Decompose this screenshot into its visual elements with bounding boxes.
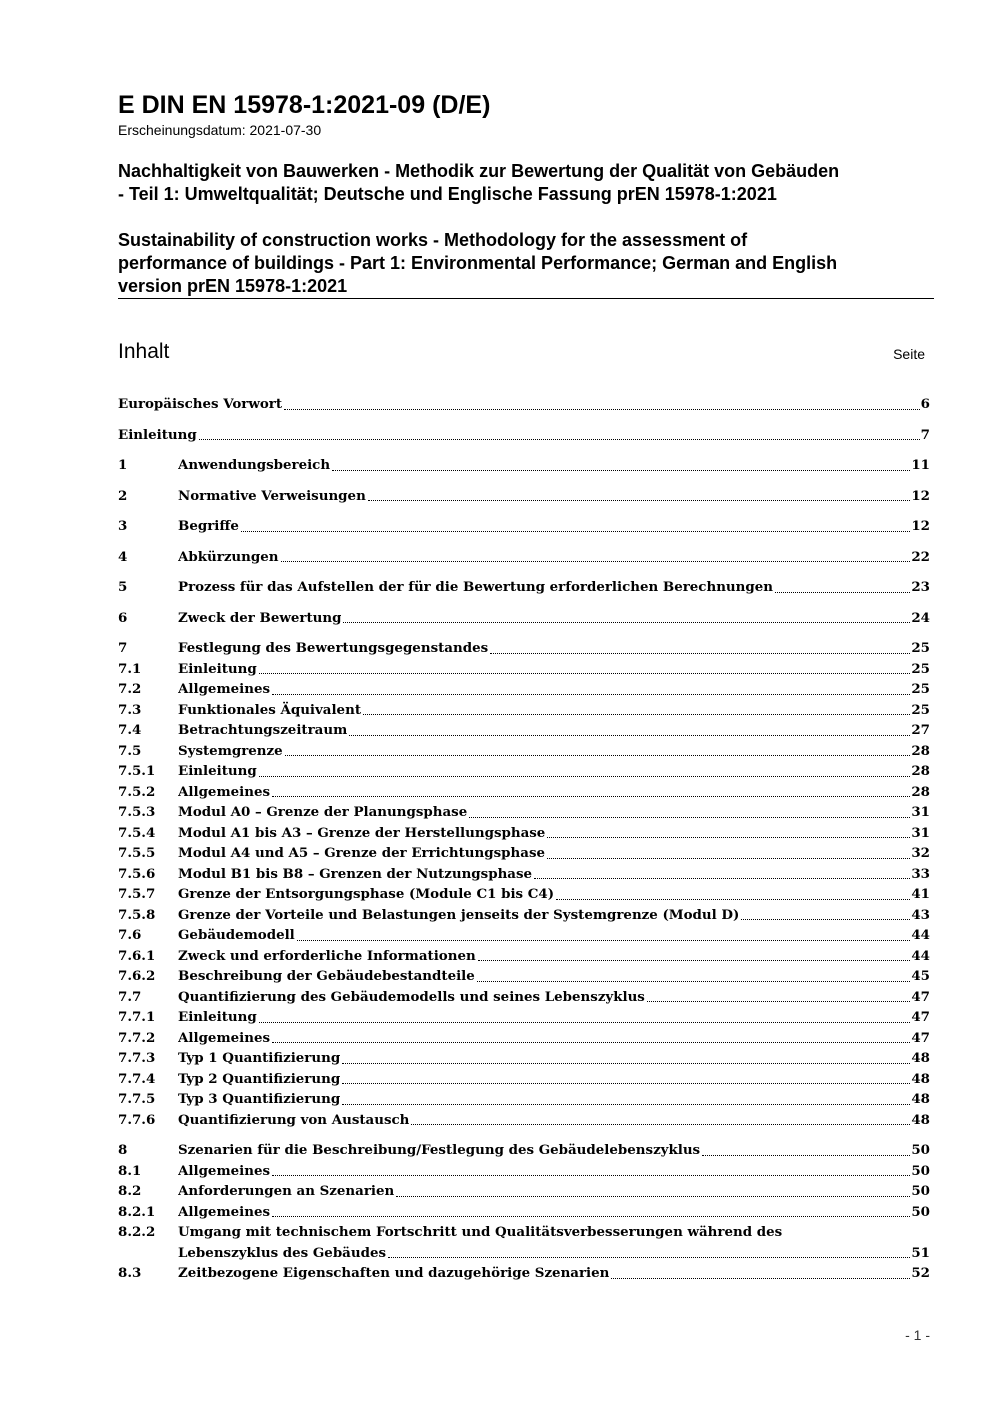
- toc-entry-title: Europäisches Vorwort: [118, 396, 283, 412]
- toc-dot-leader: [547, 858, 910, 859]
- toc-dot-leader: [342, 1104, 910, 1105]
- toc-entry[interactable]: [118, 884, 930, 905]
- toc-entry-page: 47: [911, 988, 930, 1005]
- toc-dot-leader: [411, 1124, 910, 1125]
- toc-entry[interactable]: [118, 741, 930, 762]
- toc-dot-leader: [272, 694, 910, 695]
- toc-entry-page: 22: [911, 548, 930, 565]
- toc-entry-title: Zweck der Bewertung: [178, 609, 342, 626]
- toc-entry-title: Modul A0 – Grenze der Planungsphase: [178, 804, 468, 820]
- toc-entry-title: Allgemeines: [178, 681, 271, 697]
- toc-dot-leader: [556, 899, 910, 900]
- toc-entry[interactable]: [118, 1243, 930, 1264]
- toc-entry-page: 28: [911, 783, 930, 800]
- toc-entry-number: 6: [118, 609, 128, 626]
- toc-dot-leader: [349, 735, 910, 736]
- toc-entry[interactable]: [118, 700, 930, 721]
- toc-entry-page: 6: [920, 396, 930, 412]
- toc-dot-leader: [611, 1278, 910, 1279]
- toc-dot-leader: [259, 1022, 911, 1023]
- toc-entry-title: Einleitung: [118, 426, 197, 443]
- toc-entry-number: 7.5.8: [118, 906, 156, 923]
- toc-entry[interactable]: [118, 577, 930, 598]
- toc-entry-page: 48: [911, 1050, 930, 1066]
- toc-entry-number: 7.3: [118, 701, 142, 718]
- toc-entry-number: 4: [118, 548, 128, 565]
- document-title: E DIN EN 15978-1:2021-09 (D/E): [118, 91, 491, 119]
- page-number: - 1 -: [905, 1327, 930, 1343]
- toc-entry-page: 48: [911, 1091, 930, 1107]
- toc-entry-page: 45: [911, 968, 930, 984]
- toc-entry[interactable]: [118, 1028, 930, 1049]
- toc-entry-page: 44: [911, 947, 930, 964]
- toc-entry-number: 2: [118, 487, 128, 504]
- toc-entry-number: 8.1: [118, 1162, 142, 1179]
- toc-dot-leader: [272, 1175, 910, 1176]
- toc-entry-page: 44: [911, 927, 930, 943]
- toc-entry[interactable]: [118, 823, 930, 844]
- toc-entry-title: Modul A4 und A5 – Grenze der Errichtungsphase: [178, 845, 546, 861]
- toc-entry[interactable]: [118, 425, 930, 446]
- toc-dot-leader: [259, 776, 911, 777]
- toc-entry-number: 7.7.2: [118, 1029, 156, 1046]
- toc-heading: Inhalt: [118, 340, 170, 363]
- toc-dot-leader: [199, 439, 920, 440]
- toc-dot-leader: [272, 1216, 910, 1217]
- toc-entry-number: 7.5.3: [118, 804, 156, 820]
- toc-entry-title: Gebäudemodell: [178, 927, 295, 943]
- toc-entry-number: 5: [118, 579, 128, 595]
- toc-entry[interactable]: [118, 1089, 930, 1110]
- toc-entry[interactable]: [118, 1222, 930, 1243]
- title-english-line: performance of buildings - Part 1: Environmental Performance; German and English: [118, 253, 838, 273]
- toc-entry-title: Szenarien für die Beschreibung/Festlegung des Gebäudelebenszyklus: [178, 1142, 701, 1158]
- toc-entry-number: 7.6.1: [118, 947, 156, 964]
- toc-entry-page: 25: [911, 640, 930, 656]
- toc-entry-number: 7.7.3: [118, 1050, 156, 1066]
- toc-entry-page: 23: [911, 579, 930, 595]
- toc-entry-page: 31: [911, 804, 930, 820]
- toc-entry-page: 28: [911, 763, 930, 779]
- toc-entry[interactable]: [118, 802, 930, 823]
- toc-entry[interactable]: [118, 608, 930, 629]
- toc-entry-number: 7.6: [118, 927, 142, 943]
- toc-entry-number: 7.7.1: [118, 1009, 156, 1025]
- toc-entry[interactable]: [118, 516, 930, 537]
- toc-entry-page: 47: [911, 1029, 930, 1046]
- toc-dot-leader: [741, 919, 910, 920]
- toc-dot-leader: [284, 409, 920, 410]
- toc-entry-title: Betrachtungszeitraum: [178, 722, 348, 738]
- toc-entry[interactable]: [118, 905, 930, 926]
- toc-entry-number: 7.7.5: [118, 1091, 156, 1107]
- toc-entry-number: 7.1: [118, 660, 142, 677]
- toc-dot-leader: [272, 1042, 910, 1043]
- toc-entry-page: 7: [920, 426, 930, 443]
- toc-entry[interactable]: [118, 1140, 930, 1161]
- toc-entry-page: 25: [911, 701, 930, 718]
- title-german-line: Nachhaltigkeit von Bauwerken - Methodik zur Bewertung der Qualität von Gebäuden: [118, 161, 840, 181]
- toc-dot-leader: [241, 531, 911, 532]
- toc-entry[interactable]: [118, 1110, 930, 1131]
- toc-entry[interactable]: [118, 455, 930, 476]
- toc-entry-number: 7.6.2: [118, 968, 156, 984]
- toc-dot-leader: [343, 622, 910, 623]
- toc-entry-number: 7.5.2: [118, 783, 156, 800]
- title-divider: [118, 298, 934, 299]
- toc-entry[interactable]: [118, 1202, 930, 1223]
- toc-dot-leader: [332, 470, 910, 471]
- toc-entry[interactable]: [118, 1181, 930, 1202]
- toc-entry[interactable]: [118, 843, 930, 864]
- toc-entry-page: 24: [911, 609, 930, 626]
- toc-entry-page: 50: [911, 1142, 930, 1158]
- toc-entry-page: 51: [911, 1244, 930, 1261]
- toc-dot-leader: [478, 960, 911, 961]
- toc-entry-page: 27: [911, 722, 930, 738]
- toc-entry[interactable]: [118, 864, 930, 885]
- toc-dot-leader: [342, 1063, 910, 1064]
- toc-entry-page: 48: [911, 1070, 930, 1087]
- toc-entry-title: Festlegung des Bewertungsgegenstandes: [178, 640, 489, 656]
- toc-entry[interactable]: [118, 659, 930, 680]
- toc-dot-leader: [285, 755, 911, 756]
- toc-entry[interactable]: [118, 679, 930, 700]
- toc-entry[interactable]: [118, 486, 930, 507]
- toc-entry[interactable]: [118, 946, 930, 967]
- toc-entry[interactable]: [118, 1007, 930, 1028]
- toc-dot-leader: [647, 1001, 911, 1002]
- title-english-line: Sustainability of construction works - Methodology for the assessment of: [118, 230, 748, 250]
- title-english: [118, 229, 938, 298]
- toc-entry-title: Einleitung: [178, 1009, 257, 1025]
- toc-entry-page: 50: [911, 1183, 930, 1199]
- toc-entry-title: Anforderungen an Szenarien: [178, 1183, 395, 1199]
- toc-entry[interactable]: [118, 966, 930, 987]
- toc-entry-number: 7.5.4: [118, 824, 156, 841]
- toc-entry-number: 7.4: [118, 722, 142, 738]
- toc-dot-leader: [368, 500, 911, 501]
- toc-entry[interactable]: [118, 1069, 930, 1090]
- toc-dot-leader: [477, 981, 911, 982]
- toc-entry-number: 7.5.1: [118, 763, 156, 779]
- toc-entry-title: Beschreibung der Gebäudebestandteile: [178, 968, 475, 984]
- toc-entry-title: Modul A1 bis A3 – Grenze der Herstellungsphase: [178, 824, 546, 841]
- toc-entry-title: Typ 1 Quantifizierung: [178, 1050, 341, 1066]
- toc-entry-number: 3: [118, 518, 128, 534]
- toc-dot-leader: [534, 878, 910, 879]
- toc-entry-page: 25: [911, 660, 930, 677]
- toc-entry-title: Begriffe: [178, 518, 239, 534]
- table-of-contents: [118, 394, 930, 1284]
- toc-entry-page: 50: [911, 1203, 930, 1220]
- toc-entry-page: 31: [911, 824, 930, 841]
- toc-entry-page: 47: [911, 1009, 930, 1025]
- toc-dot-leader: [490, 653, 910, 654]
- toc-dot-leader: [469, 817, 910, 818]
- toc-entry-page: 32: [911, 845, 930, 861]
- toc-entry-page: 12: [911, 518, 930, 534]
- toc-entry[interactable]: [118, 394, 930, 415]
- toc-dot-leader: [259, 673, 911, 674]
- toc-dot-leader: [281, 561, 911, 562]
- toc-entry[interactable]: [118, 987, 930, 1008]
- toc-entry-number: 7.5.7: [118, 886, 156, 902]
- toc-entry-title: Einleitung: [178, 660, 257, 677]
- title-german: [118, 160, 938, 206]
- toc-entry-title: Zeitbezogene Eigenschaften und dazugehörige Szenarien: [178, 1265, 610, 1281]
- toc-entry-page: 43: [911, 906, 930, 923]
- title-english-line: version prEN 15978-1:2021: [118, 276, 348, 296]
- toc-dot-leader: [363, 714, 910, 715]
- toc-entry-number: 7.5.6: [118, 865, 156, 882]
- toc-entry[interactable]: [118, 1048, 930, 1069]
- toc-dot-leader: [388, 1257, 910, 1258]
- toc-entry-number: 8.2: [118, 1183, 142, 1199]
- toc-dot-leader: [775, 592, 910, 593]
- toc-entry-page: 41: [911, 886, 930, 902]
- toc-entry-page: 12: [911, 487, 930, 504]
- toc-entry-page: 25: [911, 681, 930, 697]
- toc-entry-number: 7.7.4: [118, 1070, 156, 1087]
- toc-entry[interactable]: [118, 761, 930, 782]
- toc-entry-title: Prozess für das Aufstellen der für die Bewertung erforderlichen Berechnungen: [178, 579, 774, 595]
- toc-entry-page: 11: [911, 457, 930, 473]
- toc-entry[interactable]: [118, 720, 930, 741]
- toc-entry-title: Typ 3 Quantifizierung: [178, 1091, 341, 1107]
- toc-entry-page: 52: [911, 1265, 930, 1281]
- publication-date: Erscheinungsdatum: 2021-07-30: [118, 122, 322, 138]
- toc-dot-leader: [297, 940, 911, 941]
- toc-entry-page: 28: [911, 742, 930, 759]
- toc-entry-title: Systemgrenze: [178, 742, 283, 759]
- toc-entry-number: 1: [118, 457, 128, 473]
- toc-entry[interactable]: [118, 638, 930, 659]
- toc-entry-title: Zweck und erforderliche Informationen: [178, 947, 476, 964]
- toc-dot-leader: [396, 1196, 910, 1197]
- toc-entry-number: 8.2.1: [118, 1203, 156, 1220]
- toc-entry-title: Abkürzungen: [178, 548, 279, 565]
- toc-entry[interactable]: [118, 925, 930, 946]
- title-german-line: - Teil 1: Umweltqualität; Deutsche und Englische Fassung prEN 15978-1:2021: [118, 184, 777, 204]
- toc-entry-number: 7.7.6: [118, 1111, 156, 1128]
- toc-entry[interactable]: [118, 1161, 930, 1182]
- toc-entry-number: 7.7: [118, 988, 142, 1005]
- toc-entry-number: 8.3: [118, 1265, 142, 1281]
- toc-entry-page: 50: [911, 1162, 930, 1179]
- toc-entry-page: 48: [911, 1111, 930, 1128]
- toc-entry[interactable]: [118, 1263, 930, 1284]
- toc-dot-leader: [272, 796, 910, 797]
- toc-entry-page: 33: [911, 865, 930, 882]
- toc-entry-title: Quantifizierung des Gebäudemodells und seines Lebenszyklus: [178, 988, 645, 1005]
- toc-entry-title: Grenze der Entsorgungsphase (Module C1 bis C4): [178, 886, 555, 902]
- toc-entry-number: 7: [118, 640, 128, 656]
- toc-entry-title: Quantifizierung von Austausch: [178, 1111, 410, 1128]
- toc-entry-title: Umgang mit technischem Fortschritt und Qualitätsverbesserungen während des: [178, 1224, 783, 1240]
- toc-entry-title: Anwendungsbereich: [178, 457, 331, 473]
- toc-entry-title: Einleitung: [178, 763, 257, 779]
- toc-entry-title: Grenze der Vorteile und Belastungen jenseits der Systemgrenze (Modul D): [178, 906, 740, 923]
- toc-entry-title: Allgemeines: [178, 1162, 271, 1179]
- toc-entry-title-continued: Lebenszyklus des Gebäudes: [178, 1244, 387, 1261]
- toc-entry-number: 7.2: [118, 681, 142, 697]
- toc-entry-title: Allgemeines: [178, 1029, 271, 1046]
- toc-entry-title: Funktionales Äquivalent: [178, 701, 362, 718]
- toc-dot-leader: [547, 837, 910, 838]
- toc-entry-number: 7.5: [118, 742, 142, 759]
- toc-entry[interactable]: [118, 782, 930, 803]
- toc-entry-number: 7.5.5: [118, 845, 156, 861]
- toc-page-column-label: Seite: [893, 346, 925, 362]
- toc-entry-title: Typ 2 Quantifizierung: [178, 1070, 341, 1087]
- toc-dot-leader: [342, 1083, 910, 1084]
- toc-entry-number: 8: [118, 1142, 128, 1158]
- toc-entry-number: 8.2.2: [118, 1224, 156, 1240]
- toc-entry-title: Modul B1 bis B8 – Grenzen der Nutzungsphase: [178, 865, 533, 882]
- toc-dot-leader: [702, 1155, 910, 1156]
- toc-entry-title: Allgemeines: [178, 1203, 271, 1220]
- toc-entry-title: Allgemeines: [178, 783, 271, 800]
- toc-entry[interactable]: [118, 547, 930, 568]
- toc-entry-title: Normative Verweisungen: [178, 487, 366, 504]
